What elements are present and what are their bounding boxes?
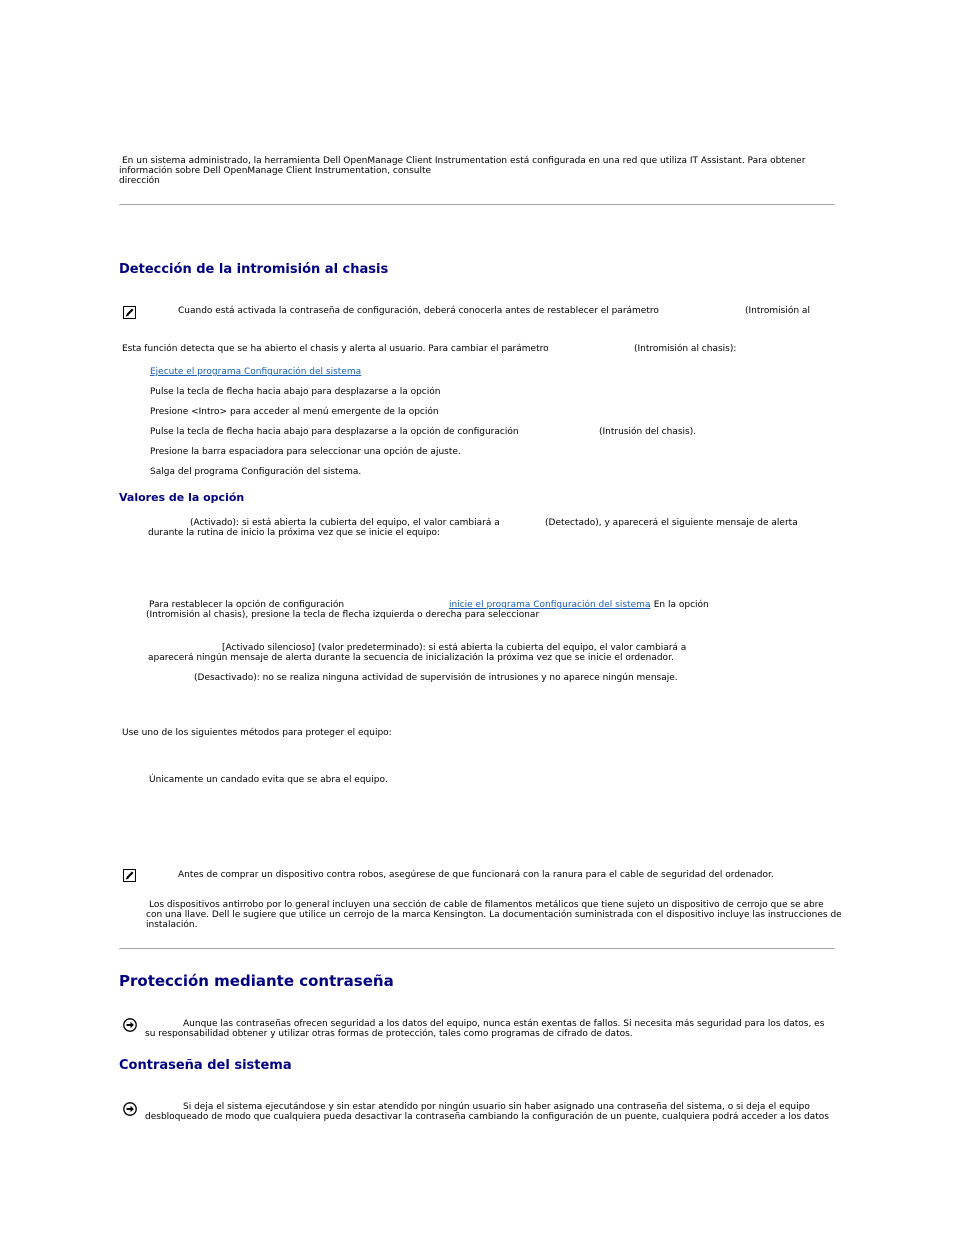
option-enabled-continuation: durante la rutina de inicio la próxima vez que se inicie el equipo:	[148, 528, 441, 538]
chassis-description: Esta función detecta que se ha abierto el chasis y alerta al usuario. Para cambiar el parámetro	[122, 344, 549, 354]
reset-text: Para restablecer la opción de configuración	[149, 600, 345, 610]
antitheft-line-3: instalación.	[146, 920, 198, 930]
password-notice-line-1: Aunque las contraseñas ofrecen seguridad a los datos del equipo, nunca están exentas de fallos. Si necesita más seguridad para los datos, es	[183, 1019, 825, 1029]
section-divider	[119, 948, 835, 949]
password-section-title: Protección mediante contraseña	[119, 972, 394, 990]
system-password-title: Contraseña del sistema	[119, 1058, 292, 1073]
run-setup-link[interactable]: Ejecute el programa Configuración del sistema	[150, 367, 362, 377]
step-3: Presione <Intro> para acceder al menú emergente de la opción	[150, 407, 439, 417]
notice-arrow-icon	[123, 1102, 137, 1116]
option-values-title: Valores de la opción	[119, 491, 245, 504]
option-disabled-text: (Desactivado): no se realiza ninguna actividad de supervisión de intrusiones y no aparece ningún mensaje.	[194, 673, 678, 683]
intro-line-2: información sobre Dell OpenManage Client Instrumentation, consulte	[119, 166, 432, 176]
intro-line-1: En un sistema administrado, la herramienta Dell OpenManage Client Instrumentation está configurada en una red que utiliza IT Assistant. Para obtener	[122, 156, 806, 166]
antitheft-line-2: con una llave. Dell le sugiere que utilice un cerrojo de la marca Kensington. La documentación suministrada con el dispositivo incluye las instrucciones de	[146, 910, 842, 920]
reset-text-tail: . En la opción	[648, 600, 709, 610]
note-pencil-icon	[123, 869, 136, 882]
chassis-section-title: Detección de la intromisión al chasis	[119, 262, 389, 277]
notice-arrow-icon	[123, 1018, 137, 1032]
step-5: Presione la barra espaciadora para seleccionar una opción de ajuste.	[150, 447, 461, 457]
system-password-notice-line-1: Si deja el sistema ejecutándose y sin estar atendido por ningún usuario sin haber asignado una contraseña del sistema, o si deja el equipo	[183, 1102, 810, 1112]
chassis-note-tail: (Intromisión al	[745, 306, 810, 316]
option-enabled-detected: (Detectado), y aparecerá el siguiente mensaje de alerta	[545, 518, 798, 528]
protect-methods-text: Use uno de los siguientes métodos para proteger el equipo:	[122, 728, 392, 738]
option-enabled-text: (Activado): si está abierta la cubierta del equipo, el valor cambiará a	[190, 518, 500, 528]
password-notice-line-2: su responsabilidad obtener y utilizar otras formas de protección, tales como programas de cifrado de datos.	[145, 1029, 633, 1039]
step-4-tail: (Intrusión del chasis).	[599, 427, 697, 437]
intro-line-3: dirección	[119, 176, 160, 186]
system-password-notice-line-2: desbloqueado de modo que cualquiera pueda desactivar la contraseña cambiando la configuración de un puente, cualquiera podrá acceder a los datos	[145, 1112, 829, 1122]
section-divider	[119, 204, 835, 205]
antitheft-line-1: Los dispositivos antirrobo por lo general incluyen una sección de cable de filamentos metálicos que tiene sujeto un dispositivo de cerrojo que se abre	[149, 900, 824, 910]
reset-text-continuation: (Intromisión al chasis), presione la tecla de flecha izquierda o derecha para seleccionar	[146, 610, 540, 620]
option-silent-continuation: aparecerá ningún mensaje de alerta durante la secuencia de inicialización la próxima vez que se inicie el ordenador.	[148, 653, 674, 663]
chassis-description-tail: (Intromisión al chasis):	[634, 344, 737, 354]
antitheft-note-text: Antes de comprar un dispositivo contra robos, asegúrese de que funcionará con la ranura para el cable de seguridad del ordenador.	[178, 870, 774, 880]
chassis-note-text: Cuando está activada la contraseña de configuración, deberá conocerla antes de restablecer el parámetro	[178, 306, 659, 316]
start-setup-link[interactable]: inicie el programa Configuración del sistema	[449, 600, 651, 610]
step-6: Salga del programa Configuración del sistema.	[150, 467, 362, 477]
step-2: Pulse la tecla de flecha hacia abajo para desplazarse a la opción	[150, 387, 441, 397]
step-4: Pulse la tecla de flecha hacia abajo para desplazarse a la opción de configuración	[150, 427, 519, 437]
note-pencil-icon	[123, 306, 136, 319]
option-silent-text: [Activado silencioso] (valor predeterminado): si está abierta la cubierta del equipo, el valor cambiará a	[222, 643, 687, 653]
padlock-text: Únicamente un candado evita que se abra el equipo.	[149, 775, 388, 785]
